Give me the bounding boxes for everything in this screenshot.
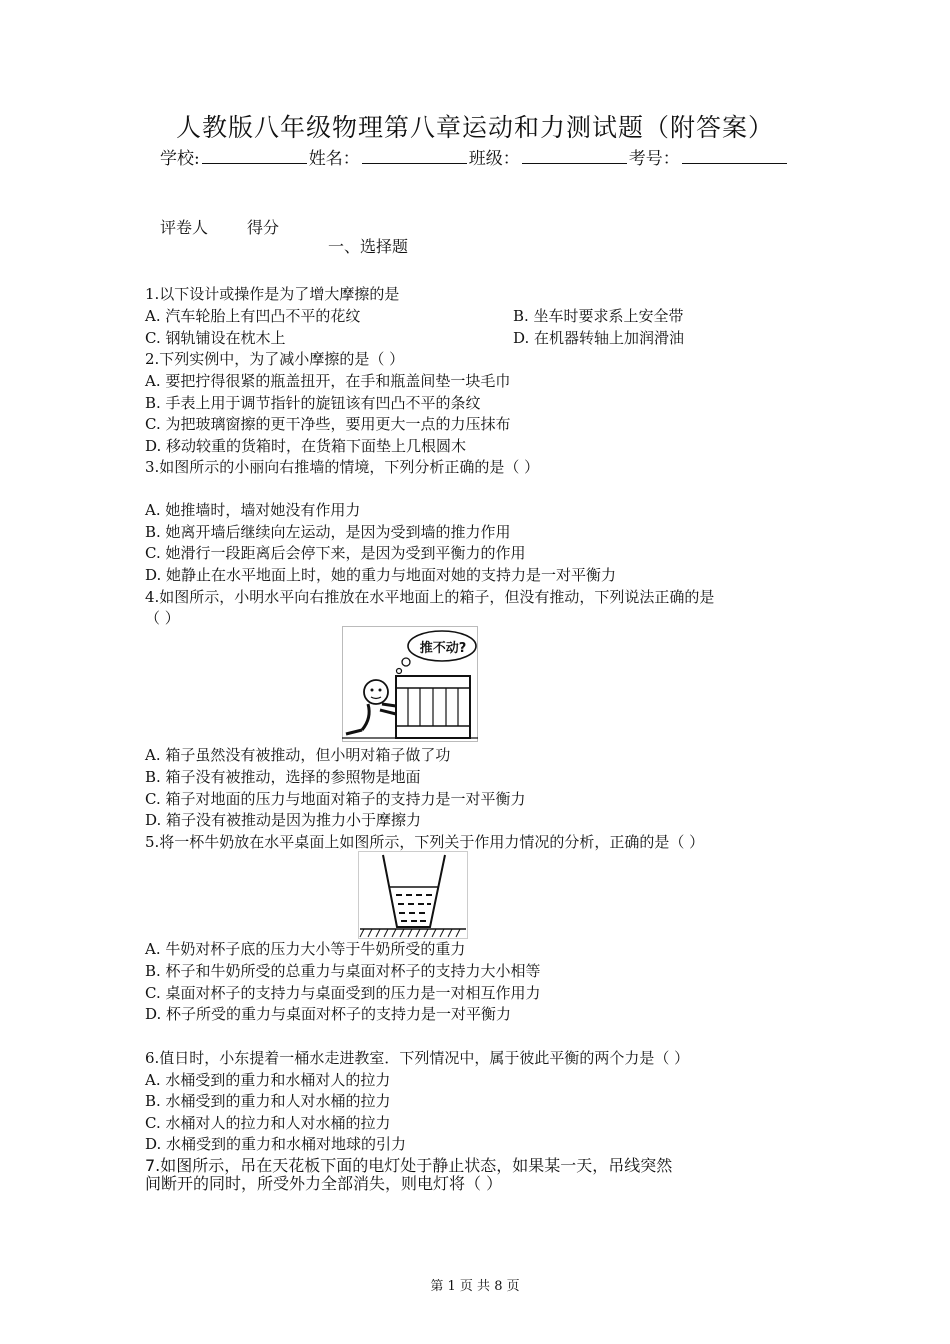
question-1-option-b: B. 坐车时要求系上安全带 bbox=[513, 307, 684, 325]
score-label: 得分 bbox=[247, 218, 280, 237]
question-3-option-c: C. 她滑行一段距离后会停下来，是因为受到平衡力的作用 bbox=[145, 544, 526, 562]
question-3-option-b: B. 她离开墙后继续向左运动，是因为受到墙的推力作用 bbox=[145, 523, 511, 541]
pushing-box-figure bbox=[342, 626, 478, 742]
question-6-option-b: B. 水桶受到的重力和人对水桶的拉力 bbox=[145, 1092, 391, 1110]
question-1-option-a: A. 汽车轮胎上有凹凸不平的花纹 bbox=[145, 307, 361, 325]
name-blank[interactable] bbox=[362, 149, 467, 164]
reviewer-label: 评卷人 bbox=[160, 218, 209, 237]
question-4-option-c: C. 箱子对地面的压力与地面对箱子的支持力是一对平衡力 bbox=[145, 790, 526, 808]
question-4-option-d: D. 箱子没有被推动是因为推力小于摩擦力 bbox=[145, 811, 422, 829]
question-2-option-a: A. 要把拧得很紧的瓶盖扭开，在手和瓶盖间垫一块毛巾 bbox=[145, 372, 511, 390]
question-1-option-d: D. 在机器转轴上加润滑油 bbox=[513, 329, 685, 347]
milk-cup-figure bbox=[358, 851, 468, 939]
question-4-option-b: B. 箱子没有被推动，选择的参照物是地面 bbox=[145, 768, 421, 786]
student-info-row bbox=[160, 144, 789, 169]
milk-cup-on-table-illustration bbox=[358, 851, 468, 939]
question-1-stem: 1.以下设计或操作是为了增大摩擦的是 bbox=[145, 285, 400, 303]
question-4-option-a: A. 箱子虽然没有被推动，但小明对箱子做了功 bbox=[145, 746, 451, 764]
class-label: 班级： bbox=[468, 149, 520, 169]
question-6-option-c: C. 水桶对人的拉力和人对水桶的拉力 bbox=[145, 1114, 391, 1132]
school-label: 学校: bbox=[160, 149, 200, 169]
question-3-option-a: A. 她推墙时，墙对她没有作用力 bbox=[145, 501, 361, 519]
class-blank[interactable] bbox=[522, 149, 627, 164]
page-footer: 第 1 页 共 8 页 bbox=[430, 1279, 520, 1294]
question-4-stem-continued: （ ） bbox=[145, 609, 180, 627]
question-5-option-b: B. 杯子和牛奶所受的总重力与桌面对杯子的支持力大小相等 bbox=[145, 962, 541, 980]
question-7-line-1: 7.如图所示，吊在天花板下面的电灯处于静止状态，如果某一天，吊线突然 bbox=[145, 1156, 673, 1175]
page-title: 人教版八年级物理第八章运动和力测试题（附答案） bbox=[175, 113, 774, 142]
school-blank[interactable] bbox=[202, 149, 307, 164]
question-3-stem: 3.如图所示的小丽向右推墙的情境，下列分析正确的是（ ） bbox=[145, 458, 540, 476]
question-5-option-c: C. 桌面对杯子的支持力与桌面受到的压力是一对相互作用力 bbox=[145, 984, 541, 1002]
question-5-stem: 5.将一杯牛奶放在水平桌面上如图所示，下列关于作用力情况的分析，正确的是（ ） bbox=[145, 833, 705, 851]
question-4-stem: 4.如图所示，小明水平向右推放在水平地面上的箱子，但没有推动，下列说法正确的是 bbox=[145, 588, 715, 606]
section-title: 一、选择题 bbox=[328, 237, 409, 256]
question-7-line-2: 间断开的同时，所受外力全部消失，则电灯将（ ） bbox=[145, 1174, 503, 1193]
question-5-option-a: A. 牛奶对杯子底的压力大小等于牛奶所受的重力 bbox=[145, 940, 466, 958]
question-3-option-d: D. 她静止在水平地面上时，她的重力与地面对她的支持力是一对平衡力 bbox=[145, 566, 617, 584]
question-2-option-b: B. 手表上用于调节指针的旋钮该有凹凸不平的条纹 bbox=[145, 394, 481, 412]
exam-no-label: 考号： bbox=[628, 149, 680, 169]
question-6-option-a: A. 水桶受到的重力和水桶对人的拉力 bbox=[145, 1071, 391, 1089]
question-1-option-c: C. 钢轨铺设在枕木上 bbox=[145, 329, 286, 347]
question-2-option-d: D. 移动较重的货箱时，在货箱下面垫上几根圆木 bbox=[145, 437, 467, 455]
name-label: 姓名： bbox=[308, 149, 360, 169]
question-2-stem: 2.下列实例中，为了减小摩擦的是（ ） bbox=[145, 350, 405, 368]
exam-no-blank[interactable] bbox=[682, 149, 787, 164]
question-6-option-d: D. 水桶受到的重力和水桶对地球的引力 bbox=[145, 1135, 407, 1153]
question-6-stem: 6.值日时，小东提着一桶水走进教室．下列情况中，属于彼此平衡的两个力是（ ） bbox=[145, 1049, 690, 1067]
thought-bubble-text: 推不动? bbox=[419, 641, 467, 656]
question-2-option-c: C. 为把玻璃窗擦的更干净些，要用更大一点的力压抹布 bbox=[145, 415, 511, 433]
question-5-option-d: D. 杯子所受的重力与桌面对杯子的支持力是一对平衡力 bbox=[145, 1005, 512, 1023]
